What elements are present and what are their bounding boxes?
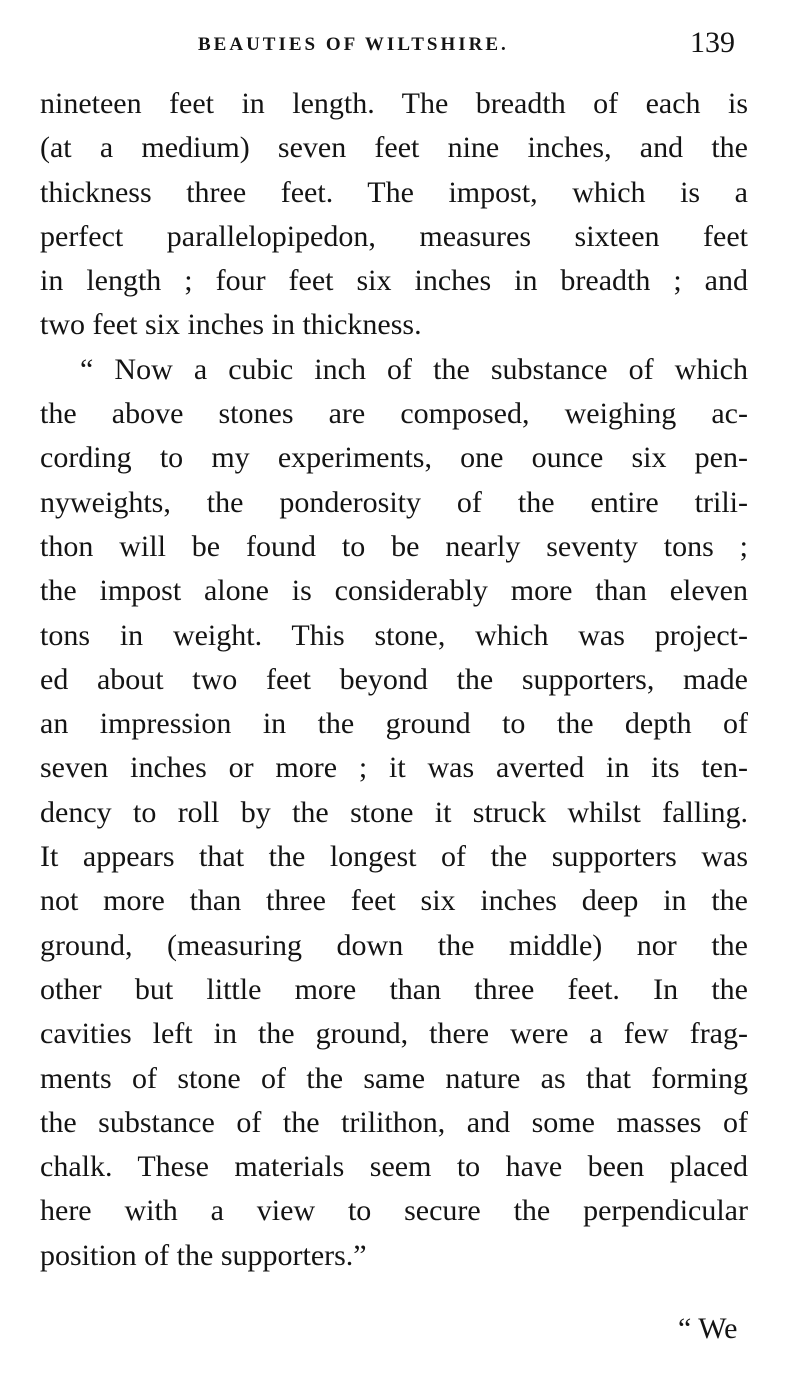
catchword: “ We [678, 1312, 738, 1345]
text-line: dency to roll by the stone it struck whilst falling. [40, 795, 748, 829]
text-line: two feet six inches in thickness. [40, 308, 422, 342]
text-line: perfect parallelopipedon, measures sixteen feet [40, 219, 748, 253]
text-line: other but little more than three feet. In the [40, 972, 748, 1006]
page-header [0, 26, 800, 66]
text-line: thickness three feet. The impost, which is a [40, 175, 748, 209]
text-line: here with a view to secure the perpendicular [40, 1194, 748, 1228]
text-line: cording to my experiments, one ounce six pen- [40, 441, 748, 475]
text-line: an impression in the ground to the depth of [40, 707, 748, 741]
text-line: not more than three feet six inches deep in the [40, 884, 748, 918]
text-line: cavities left in the ground, there were a few frag- [40, 1017, 748, 1051]
text-line: tons in weight. This stone, which was project- [40, 618, 748, 652]
text-line: the impost alone is considerably more than eleven [40, 574, 748, 608]
text-line: “ Now a cubic inch of the substance of which [80, 352, 748, 386]
text-line: in length ; four feet six inches in breadth ; and [40, 264, 748, 298]
body-text [40, 82, 748, 1278]
page-number: 139 [690, 26, 735, 59]
text-line: nineteen feet in length. The breadth of each is [40, 87, 748, 120]
running-head: BEAUTIES OF WILTSHIRE. [198, 34, 509, 55]
text-line: ground, (measuring down the middle) nor the [40, 928, 748, 962]
text-line: chalk. These materials seem to have been placed [40, 1150, 748, 1184]
text-line: the above stones are composed, weighing ac- [40, 397, 748, 431]
text-line: (at a medium) seven feet nine inches, and the [40, 131, 748, 165]
text-line: nyweights, the ponderosity of the entire trili- [40, 485, 748, 519]
text-line: It appears that the longest of the supporters was [40, 840, 748, 874]
text-line: position of the supporters.” [40, 1238, 367, 1272]
text-line: ments of stone of the same nature as that forming [40, 1061, 748, 1095]
text-line: thon will be found to be nearly seventy tons ; [40, 529, 748, 563]
text-line: ed about two feet beyond the supporters, made [40, 662, 748, 696]
text-line: seven inches or more ; it was averted in its ten- [40, 751, 748, 785]
text-line: the substance of the trilithon, and some masses of [40, 1105, 748, 1139]
